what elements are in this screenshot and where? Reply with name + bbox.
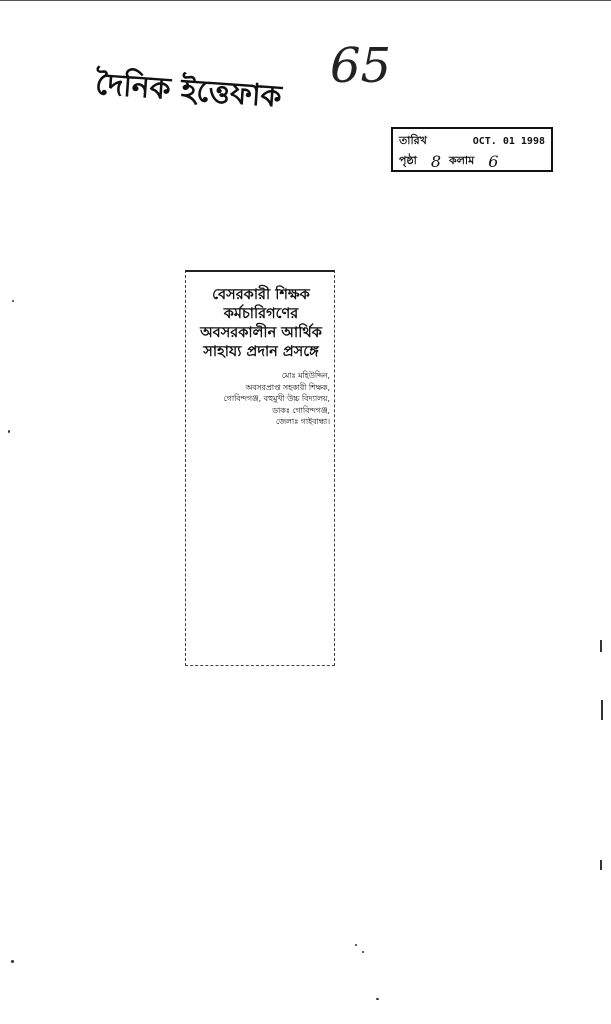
newspaper-clipping xyxy=(185,270,335,666)
handwritten-page-number: 65 xyxy=(330,38,392,94)
scan-speck xyxy=(8,430,10,433)
stamp-page-row xyxy=(399,151,545,171)
signature-line: গোবিন্দগঞ্জ, বহুমুখী উচ্চ বিদ্যালয়, xyxy=(223,394,330,404)
stamp-page-value: 8 xyxy=(430,151,442,171)
stamp-date-value: OCT. 01 1998 xyxy=(472,135,545,147)
stamp-date-row xyxy=(399,131,545,151)
signature-line: অবসরপ্রাপ্ত সহকারী শিক্ষক, xyxy=(245,382,330,392)
stamp-date-label: তারিখ xyxy=(399,133,427,147)
scan-speck xyxy=(12,300,14,302)
scan-speck xyxy=(376,998,379,1000)
signature-line: মোঃ মহিউদ্দিন, xyxy=(281,371,330,380)
scan-speck xyxy=(601,700,603,720)
stamp-page-label: পৃষ্ঠা xyxy=(399,153,417,167)
scan-top-edge xyxy=(0,0,611,8)
scan-speck xyxy=(600,640,602,652)
scan-speck xyxy=(600,860,602,870)
clipping-heading: বেসরকারী শিক্ষক কর্মচারিগণের অবসরকালীন আর্থিক সাহায্য প্রদান প্রসঙ্গে xyxy=(200,287,322,360)
stamp-column-value: 6 xyxy=(488,151,499,171)
stamp-column-label: কলাম xyxy=(449,153,475,167)
date-stamp xyxy=(391,127,553,172)
signature-line: জেলাঃ গাইবান্ধা। xyxy=(275,417,330,427)
scan-speck xyxy=(362,951,364,953)
newspaper-masthead: দৈনিক ইত্তেফাক xyxy=(94,66,283,115)
signature-line: ডাকঃ গোবিন্দগঞ্জ, xyxy=(272,405,330,415)
scan-speck xyxy=(355,944,357,946)
clipping-signature xyxy=(192,370,330,428)
scan-speck xyxy=(11,960,14,963)
